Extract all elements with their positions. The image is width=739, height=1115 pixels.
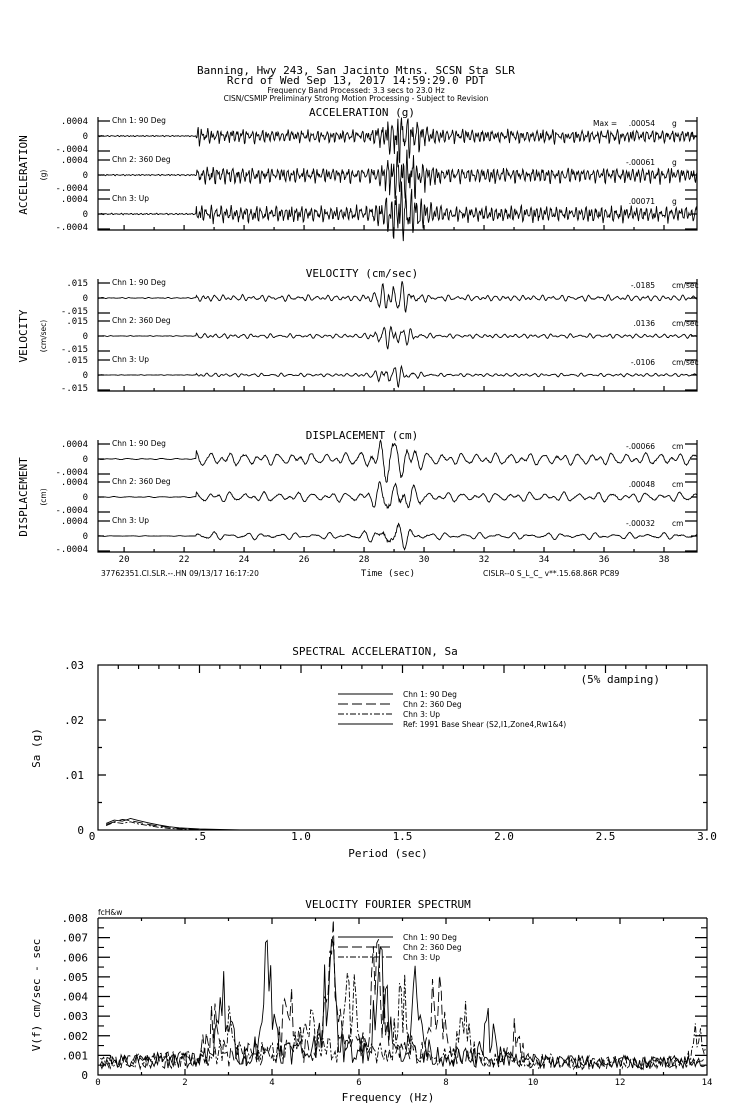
legend-entry: Ref: 1991 Base Shear (S2,I1,Zone4,Rw1&4) [403, 720, 567, 729]
sa-title: SPECTRAL ACCELERATION, Sa [292, 645, 458, 658]
y-tick-label: -.0004 [55, 223, 88, 233]
y-tick-label: -.015 [60, 307, 88, 317]
y-tick-label: .004 [61, 990, 88, 1004]
x-tick-label: 0 [95, 1078, 101, 1088]
channel-label: Chn 3: Up [112, 516, 150, 525]
channel-label: Chn 1: 90 Deg [112, 439, 166, 448]
y-tick-label: .02 [64, 714, 84, 727]
channel-max-unit: cm/sec [672, 319, 699, 328]
x-tick-label: 2.5 [595, 830, 616, 843]
displacement-trace-channel-3 [98, 524, 697, 550]
acceleration-unit-label: (g) [39, 169, 48, 181]
x-tick-label: 28 [358, 555, 370, 565]
x-ticks [124, 547, 664, 552]
channel-max-unit: cm/sec [672, 358, 699, 367]
y-tick-label: -.0004 [55, 506, 88, 516]
y-tick-label: .006 [61, 951, 88, 965]
x-tick-label: 30 [418, 555, 430, 565]
frequency-band: Frequency Band Processed: 3.3 secs to 23.0 Hz [267, 86, 445, 95]
y-tick-label: 0 [77, 824, 84, 837]
channel-max-unit: g [672, 119, 677, 128]
y-tick-label: 0 [82, 455, 88, 465]
y-tick-label: 0 [82, 171, 88, 181]
channel-label: Chn 2: 360 Deg [112, 316, 171, 325]
x-tick-label: 38 [658, 555, 670, 565]
legend-entry: Chn 1: 90 Deg [403, 690, 457, 699]
channel-label: Chn 3: Up [112, 355, 150, 364]
y-tick-label: .0004 [60, 440, 88, 450]
channel-max-unit: g [672, 197, 677, 206]
y-tick-label: -.015 [60, 345, 88, 355]
x-tick-label: 14 [701, 1078, 713, 1088]
x-tick-label: 34 [538, 555, 550, 565]
y-tick-label: .01 [64, 769, 84, 782]
displacement-trace-channel-2 [98, 482, 697, 508]
channel-max-unit: cm [672, 442, 684, 451]
channel-max-value: -.00032 [626, 519, 655, 528]
processing-id: CISLR--0 S_L_C_ v**.15.68.86R PC89 [483, 569, 620, 578]
channel-max-value: -.0106 [630, 358, 655, 367]
y-tick-label: .0004 [60, 156, 88, 166]
x-tick-label: 1.0 [291, 830, 311, 843]
y-tick-label: 0 [82, 532, 88, 542]
y-tick-label: 0 [82, 493, 88, 503]
velocity-axis-label: VELOCITY [17, 309, 30, 363]
channel-max-unit: cm [672, 519, 684, 528]
x-axis-label: Time (sec) [360, 569, 416, 579]
y-tick-label: .002 [61, 1029, 88, 1043]
y-tick-label: .007 [61, 931, 88, 945]
legend-entry: Chn 3: Up [403, 710, 441, 719]
y-tick-label: -.0004 [55, 145, 88, 155]
velocity-unit-label: (cm/sec) [39, 319, 48, 353]
channel-max-value: .00071 [628, 197, 655, 206]
x-tick-label: 6 [356, 1078, 362, 1088]
x-tick-label: 0 [88, 830, 96, 843]
channel-max-unit: cm [672, 480, 684, 489]
fourier-curve-channel-3 [100, 973, 706, 1069]
channel-max-value: .00054 [628, 119, 655, 128]
y-tick-label: 0 [82, 371, 88, 381]
fourier-y-axis-label: V(f) cm/sec - sec [30, 938, 43, 1052]
y-tick-label: .015 [66, 356, 88, 366]
legend-entry: Chn 3: Up [403, 953, 441, 962]
x-tick-label: 4 [269, 1078, 275, 1088]
x-ticks [124, 386, 664, 391]
x-tick-label: 36 [598, 555, 610, 565]
x-tick-label: 32 [478, 555, 490, 565]
record-date: Rcrd of Wed Sep 13, 2017 14:59:29.0 PDT [226, 74, 486, 87]
y-tick-label: .0004 [60, 478, 88, 488]
velocity-trace-channel-3 [98, 366, 697, 387]
y-tick-label: .015 [66, 279, 88, 289]
legend-entry: Chn 2: 360 Deg [403, 943, 462, 952]
y-tick-label: .003 [61, 1010, 88, 1024]
sa-y-axis-label: Sa (g) [30, 728, 43, 768]
legend-entry: Chn 1: 90 Deg [403, 933, 457, 942]
x-tick-label: 22 [178, 555, 190, 565]
displacement-unit-label: (cm) [39, 488, 48, 506]
channel-max-value: -.00066 [626, 442, 655, 451]
y-tick-label: .005 [61, 970, 88, 984]
acceleration-trace-channel-3 [98, 182, 697, 242]
acceleration-trace-channel-2 [98, 150, 697, 199]
x-tick-label: .5 [192, 830, 207, 843]
channel-max-value: .0136 [633, 319, 655, 328]
processing-note: CISN/CSMIP Preliminary Strong Motion Processing - Subject to Revision [223, 94, 489, 103]
y-tick-label: 0 [81, 1069, 88, 1082]
displacement-frame [98, 440, 697, 552]
channel-max-unit: cm/sec [672, 281, 699, 290]
x-tick-label: 12 [614, 1078, 626, 1088]
record-id: 37762351.CI.SLR.--.HN 09/13/17 16:17:20 [101, 569, 259, 578]
y-tick-label: 0 [82, 332, 88, 342]
channel-label: Chn 1: 90 Deg [112, 116, 166, 125]
y-tick-label: 0 [82, 132, 88, 142]
corner-label: fcH&w [98, 908, 123, 917]
displacement-title: DISPLACEMENT (cm) [305, 429, 419, 442]
channel-label: Chn 3: Up [112, 194, 150, 203]
acceleration-axis-label: ACCELERATION [17, 135, 30, 215]
legend-entry: Chn 2: 360 Deg [403, 700, 462, 709]
sa-curve-channel-3 [106, 822, 240, 830]
y-tick-label: .015 [66, 317, 88, 327]
y-tick-label: .008 [61, 912, 88, 925]
displacement-axis-label: DISPLACEMENT [17, 457, 30, 537]
y-tick-label: .0004 [60, 195, 88, 205]
x-tick-label: 8 [443, 1078, 449, 1088]
channel-label: Chn 2: 360 Deg [112, 155, 171, 164]
x-tick-label: 2 [182, 1078, 188, 1088]
y-tick-label: -.0004 [55, 468, 88, 478]
y-tick-label: -.015 [60, 384, 88, 394]
y-tick-label: 0 [82, 210, 88, 220]
acceleration-title: ACCELERATION (g) [309, 106, 415, 119]
channel-max-unit: g [672, 158, 677, 167]
fourier-title: VELOCITY FOURIER SPECTRUM [305, 898, 471, 911]
channel-max-value: -.00061 [626, 158, 655, 167]
x-tick-label: 2.0 [494, 830, 514, 843]
x-tick-label: 10 [527, 1078, 539, 1088]
fourier-x-axis-label: Frequency (Hz) [341, 1091, 435, 1104]
x-tick-label: 20 [118, 555, 130, 565]
channel-label: Chn 2: 360 Deg [112, 477, 171, 486]
y-tick-label: .0004 [60, 517, 88, 527]
channel-max-value: .00048 [628, 480, 655, 489]
x-tick-label: 26 [298, 555, 310, 565]
velocity-trace-channel-1 [98, 281, 697, 312]
displacement-trace-channel-1 [98, 440, 697, 482]
y-tick-label: 0 [82, 294, 88, 304]
y-tick-label: .001 [61, 1049, 88, 1063]
channel-label: Chn 1: 90 Deg [112, 278, 166, 287]
x-tick-label: 24 [238, 555, 250, 565]
max-prefix-label: Max = [593, 119, 618, 128]
y-tick-label: .0004 [60, 117, 88, 127]
x-tick-label: 1.5 [392, 830, 413, 843]
station-title: Banning, Hwy 243, San Jacinto Mtns. SCSN Sta SLR [197, 64, 515, 77]
sa-x-axis-label: Period (sec) [348, 847, 428, 860]
velocity-trace-channel-2 [98, 327, 697, 350]
damping-note: (5% damping) [580, 673, 660, 686]
velocity-title: VELOCITY (cm/sec) [305, 267, 419, 280]
y-tick-label: .03 [64, 659, 84, 672]
y-tick-label: -.0004 [55, 184, 88, 194]
x-tick-label: 3.0 [697, 830, 717, 843]
channel-max-value: -.0185 [630, 281, 655, 290]
y-tick-label: -.0004 [55, 545, 88, 555]
